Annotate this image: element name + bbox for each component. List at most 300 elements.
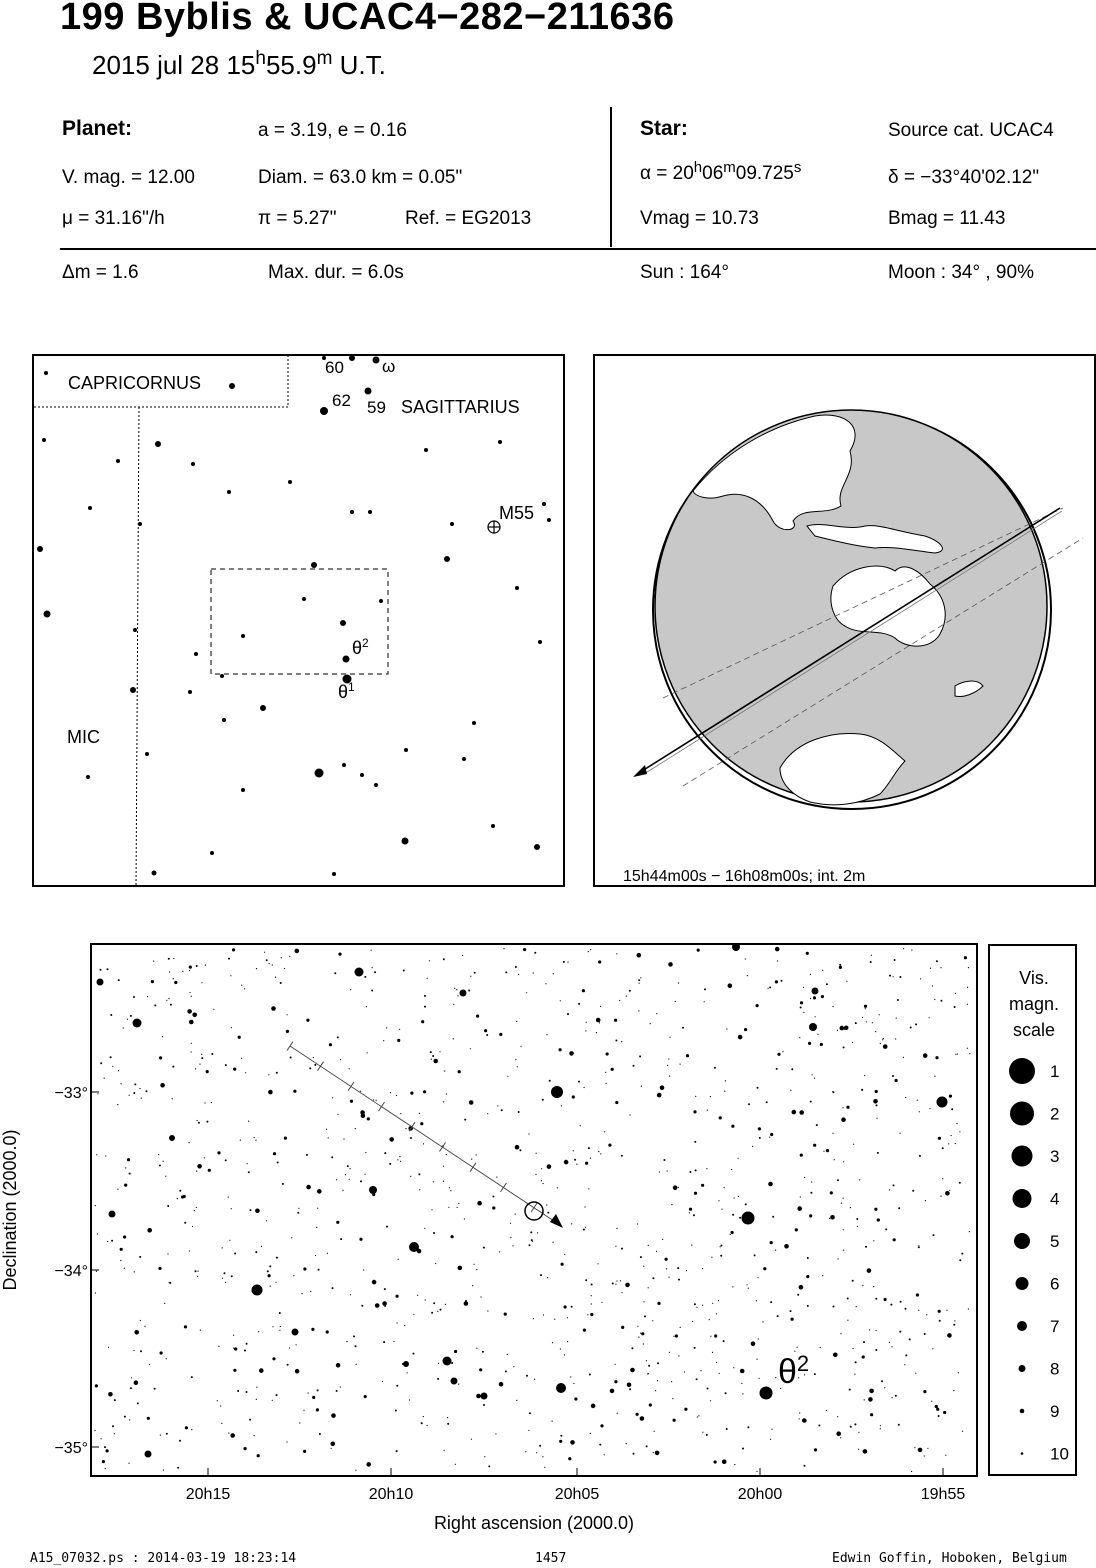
finder-star — [404, 748, 408, 752]
background-star — [584, 1206, 585, 1207]
background-star — [646, 1445, 648, 1447]
background-star — [425, 1299, 426, 1300]
background-star — [503, 948, 504, 949]
background-star — [706, 1434, 708, 1436]
finder-star-field — [37, 356, 565, 876]
ra-min: 06 — [702, 163, 724, 184]
background-star — [903, 1057, 904, 1058]
background-star — [643, 1343, 644, 1344]
background-star — [384, 1288, 386, 1290]
bright-star — [369, 1186, 377, 1194]
background-star — [730, 1234, 731, 1235]
background-star — [864, 1005, 867, 1008]
background-star — [836, 1431, 841, 1436]
background-star — [222, 1278, 223, 1279]
background-star — [195, 1068, 196, 1069]
background-star — [367, 1117, 370, 1120]
background-star — [284, 968, 285, 969]
background-star — [943, 1411, 946, 1414]
background-star — [656, 1251, 657, 1252]
background-star — [270, 1286, 271, 1287]
background-star — [371, 950, 372, 951]
background-star — [684, 1408, 687, 1411]
background-star — [360, 1180, 362, 1182]
background-star — [337, 1036, 339, 1038]
finder-star — [145, 752, 149, 756]
legend-label-mag-5: 5 — [1050, 1232, 1060, 1251]
background-star — [520, 1046, 521, 1047]
background-star — [446, 1154, 447, 1155]
header-divider-vertical — [610, 107, 612, 247]
background-star — [584, 1087, 585, 1088]
background-star — [924, 1455, 925, 1456]
background-star — [710, 1096, 711, 1097]
background-star — [856, 1218, 858, 1220]
background-star — [597, 1263, 598, 1264]
background-star — [935, 1056, 938, 1059]
background-star — [271, 1006, 276, 1011]
background-star — [471, 1439, 472, 1440]
background-star — [284, 1137, 287, 1140]
background-star — [492, 1206, 495, 1209]
background-star — [757, 1087, 759, 1089]
background-star — [777, 960, 778, 961]
background-star — [917, 1100, 918, 1101]
background-star — [244, 988, 245, 989]
background-star — [144, 1326, 145, 1327]
background-star — [439, 1051, 440, 1052]
background-star — [277, 1162, 279, 1164]
background-star — [120, 1248, 123, 1251]
background-star — [673, 1419, 676, 1422]
background-star — [797, 1294, 799, 1296]
background-star — [198, 1122, 200, 1124]
background-star — [492, 1196, 494, 1198]
finder-star — [152, 871, 157, 876]
background-star — [449, 1187, 450, 1188]
background-star — [479, 1368, 482, 1371]
background-star — [100, 1062, 102, 1064]
background-star — [672, 1398, 673, 1399]
background-star — [677, 1267, 679, 1269]
background-star — [194, 1210, 195, 1211]
background-star — [552, 1342, 553, 1343]
background-star — [403, 970, 405, 972]
legend-dot-mag-2 — [1010, 1102, 1034, 1126]
background-star — [967, 1004, 968, 1005]
background-star — [576, 1164, 577, 1165]
background-star — [487, 1310, 488, 1311]
background-star — [762, 1321, 763, 1322]
background-star — [267, 1270, 269, 1272]
background-star — [172, 1066, 174, 1068]
background-star — [733, 1367, 734, 1368]
planet-diam: Diam. = 63.0 km = 0.05" — [258, 167, 463, 188]
background-star — [910, 1027, 912, 1029]
background-star — [480, 1296, 481, 1297]
background-star — [763, 1267, 766, 1270]
background-star — [559, 1440, 562, 1443]
background-star — [675, 1334, 678, 1337]
background-star — [588, 1188, 589, 1189]
background-star — [497, 1105, 498, 1106]
background-star — [849, 1389, 851, 1391]
background-star — [544, 1467, 545, 1468]
background-star — [678, 1355, 679, 1356]
background-star — [756, 1300, 757, 1301]
background-star — [883, 1044, 888, 1049]
background-star — [596, 1018, 601, 1023]
background-star — [399, 1029, 400, 1030]
background-star — [598, 960, 601, 963]
background-star — [266, 959, 268, 961]
background-star — [807, 1305, 809, 1307]
background-star — [112, 1425, 114, 1427]
finder-star — [472, 721, 476, 725]
background-star — [643, 1266, 644, 1267]
background-star — [228, 1432, 229, 1433]
background-star — [153, 961, 154, 962]
background-star — [591, 1284, 593, 1286]
background-star — [599, 1444, 601, 1446]
background-star — [146, 1090, 148, 1092]
background-star — [458, 1070, 461, 1073]
background-star — [572, 1095, 575, 1098]
background-star — [192, 1226, 193, 1227]
background-star — [95, 1384, 98, 1387]
background-star — [955, 1054, 956, 1055]
planet-ref: Ref. = EG2013 — [405, 208, 532, 229]
background-star — [716, 1313, 717, 1314]
background-star — [560, 1348, 561, 1349]
background-star — [217, 1151, 220, 1154]
background-star — [585, 1227, 586, 1228]
background-star — [897, 999, 899, 1001]
background-star — [345, 1174, 346, 1175]
finder-star — [342, 763, 346, 767]
footer-file: A15_07032.ps : 2014-03-19 18:23:14 — [30, 1551, 297, 1566]
finder-star — [311, 562, 317, 568]
background-star — [365, 1174, 366, 1175]
background-star — [923, 1390, 926, 1393]
background-star — [410, 1176, 411, 1177]
background-star — [553, 973, 554, 974]
background-star — [920, 978, 921, 979]
background-star — [781, 980, 783, 982]
background-star — [518, 1111, 520, 1113]
xtick-label-2000: 20h00 — [737, 1486, 783, 1503]
background-star — [183, 1195, 186, 1198]
background-star — [308, 1392, 309, 1393]
background-star — [666, 1268, 667, 1269]
background-star — [185, 1426, 188, 1429]
background-star — [918, 1310, 919, 1311]
background-star — [105, 1155, 106, 1156]
finder-star — [133, 628, 137, 632]
background-star — [740, 1369, 745, 1374]
bright-star — [443, 1357, 452, 1366]
background-star — [347, 1165, 349, 1167]
header-divider-horizontal — [60, 248, 1096, 250]
background-star — [167, 1205, 169, 1207]
background-star — [934, 999, 935, 1000]
background-star — [742, 1393, 743, 1394]
background-star — [870, 1413, 873, 1416]
background-star — [942, 1178, 943, 1179]
bright-star — [937, 1097, 948, 1108]
background-star — [140, 1320, 141, 1321]
background-star — [383, 1341, 385, 1343]
background-star — [173, 978, 174, 979]
background-star — [225, 1282, 226, 1283]
background-star — [443, 1181, 444, 1182]
footer-page-number: 1457 — [535, 1551, 567, 1566]
background-star — [591, 1404, 596, 1409]
finder-star — [379, 599, 383, 603]
background-star — [626, 996, 627, 997]
background-star — [326, 1330, 329, 1333]
background-star — [505, 971, 507, 973]
label-theta1 — [338, 680, 355, 702]
background-star — [673, 1336, 674, 1337]
background-star — [95, 1292, 96, 1293]
background-star — [701, 1184, 704, 1187]
background-star — [545, 983, 546, 984]
background-star — [702, 1268, 703, 1269]
background-star — [237, 1390, 239, 1392]
background-star — [234, 1253, 236, 1255]
finder-star — [116, 459, 120, 463]
label-mic: MIC — [67, 727, 100, 747]
background-star — [759, 1137, 761, 1139]
finder-star — [288, 480, 292, 484]
background-star — [306, 1154, 308, 1156]
background-star — [892, 1397, 893, 1398]
background-star — [814, 1448, 817, 1451]
background-star — [543, 1183, 544, 1184]
background-star — [714, 1067, 716, 1069]
background-star — [678, 982, 679, 983]
label-sagittarius: SAGITTARIUS — [401, 397, 520, 417]
background-star — [669, 1352, 670, 1353]
detail-chart-svg — [0, 940, 1096, 1540]
background-star — [447, 1417, 448, 1418]
background-star — [938, 1137, 941, 1140]
background-star — [542, 1456, 543, 1457]
background-star — [570, 1440, 575, 1445]
background-star — [255, 1251, 257, 1253]
background-star — [189, 966, 192, 969]
background-star — [714, 1460, 717, 1463]
background-star — [884, 1298, 887, 1301]
background-star — [790, 1090, 791, 1091]
bright-star — [292, 1329, 299, 1336]
detail-plot-frame — [91, 944, 977, 1476]
background-star — [770, 1301, 772, 1303]
background-star — [631, 1347, 633, 1349]
detail-field-outline — [211, 569, 388, 674]
bright-star — [252, 1285, 263, 1296]
background-star — [852, 1280, 854, 1282]
background-star — [123, 1235, 126, 1238]
background-star — [228, 1197, 229, 1198]
background-star — [833, 1091, 835, 1093]
background-star — [957, 1053, 958, 1054]
background-star — [604, 1454, 605, 1455]
background-star — [890, 1304, 892, 1306]
background-star — [386, 1226, 388, 1228]
background-star — [794, 1351, 795, 1352]
background-star — [462, 955, 463, 956]
background-star — [476, 1015, 479, 1018]
boundary-microscopium — [136, 407, 139, 887]
background-star — [608, 1144, 611, 1147]
background-star — [573, 1383, 574, 1384]
legend-dot-mag-7 — [1017, 1321, 1027, 1331]
background-star — [795, 1228, 798, 1231]
background-star — [693, 1214, 695, 1216]
background-star — [293, 1090, 296, 1093]
planet-mu: μ = 31.16"/h — [62, 208, 165, 229]
background-star — [590, 1433, 591, 1434]
background-star — [437, 1311, 438, 1312]
background-star — [450, 1190, 451, 1191]
background-star — [446, 1093, 447, 1094]
background-star — [629, 990, 631, 992]
background-star — [469, 1100, 474, 1105]
background-star — [128, 1463, 129, 1464]
bright-star — [109, 1211, 116, 1218]
finder-star — [315, 769, 324, 778]
finder-star — [547, 518, 551, 522]
background-star — [847, 1298, 849, 1300]
background-star — [915, 1373, 916, 1374]
background-star — [225, 1159, 227, 1161]
background-star — [660, 1085, 665, 1090]
background-star — [451, 1235, 454, 1238]
background-star — [719, 1116, 722, 1119]
background-star — [826, 983, 828, 985]
background-star — [799, 1110, 804, 1115]
background-star — [420, 1122, 423, 1125]
background-star — [211, 1102, 212, 1103]
background-star — [350, 989, 351, 990]
background-star — [256, 1387, 257, 1388]
background-star — [855, 1361, 857, 1363]
moon-elongation: Moon : 34° , 90% — [888, 262, 1034, 283]
background-star — [652, 1277, 654, 1279]
background-star — [599, 1022, 600, 1023]
background-star — [407, 1372, 408, 1373]
finder-chart — [32, 354, 565, 887]
background-star — [125, 1167, 126, 1168]
background-star — [191, 996, 192, 997]
legend-label-mag-9: 9 — [1050, 1402, 1060, 1421]
background-star — [951, 1135, 952, 1136]
background-star — [435, 1263, 436, 1264]
background-star — [916, 1293, 919, 1296]
background-star — [129, 1095, 130, 1096]
background-star — [689, 1208, 692, 1211]
background-star — [100, 969, 102, 971]
background-star — [418, 1173, 420, 1175]
background-star — [276, 1257, 278, 1259]
background-star — [355, 1345, 357, 1347]
background-star — [696, 1378, 698, 1380]
background-star — [290, 1057, 292, 1059]
background-star — [580, 1125, 581, 1126]
background-star — [355, 1470, 356, 1471]
background-star — [945, 1191, 950, 1196]
background-star — [949, 1190, 950, 1191]
background-star — [336, 1390, 338, 1392]
background-star — [653, 1452, 654, 1453]
background-star — [272, 1326, 273, 1327]
background-star — [694, 1303, 696, 1305]
background-star — [823, 1151, 824, 1152]
background-star — [201, 1054, 202, 1055]
background-star — [668, 1277, 669, 1278]
background-star — [657, 1093, 662, 1098]
background-star — [476, 1154, 477, 1155]
background-star — [397, 1039, 400, 1042]
background-star — [837, 1179, 839, 1181]
background-star — [818, 1425, 820, 1427]
background-star — [233, 1068, 236, 1071]
background-star — [871, 955, 872, 956]
background-star — [97, 1233, 98, 1234]
background-star — [218, 1346, 219, 1347]
background-star — [537, 1232, 538, 1233]
background-star — [526, 1375, 528, 1377]
background-star — [168, 958, 170, 960]
background-star — [813, 1144, 816, 1147]
background-star — [196, 1171, 197, 1172]
background-star — [772, 1216, 774, 1218]
background-star — [539, 1445, 541, 1447]
background-star — [231, 1208, 232, 1209]
background-star — [912, 1190, 914, 1192]
background-star — [397, 1159, 398, 1160]
background-star — [536, 1452, 537, 1453]
background-star — [124, 1184, 127, 1187]
background-star — [447, 1423, 449, 1425]
background-star — [133, 1350, 134, 1351]
background-star — [224, 1272, 226, 1274]
finder-star — [424, 448, 428, 452]
background-star — [317, 1389, 319, 1391]
background-star — [359, 1238, 362, 1241]
background-star — [184, 1222, 186, 1224]
legend-label-mag-3: 3 — [1050, 1147, 1060, 1166]
background-star — [829, 1218, 830, 1219]
background-star — [206, 1070, 209, 1073]
background-star — [643, 1301, 644, 1302]
background-star — [752, 1146, 753, 1147]
background-star — [876, 1118, 877, 1119]
background-star — [106, 1449, 109, 1452]
background-star — [669, 1076, 670, 1077]
finder-star — [542, 502, 546, 506]
background-star — [630, 1368, 635, 1373]
background-star — [567, 1013, 569, 1015]
background-star — [158, 1267, 161, 1270]
background-star — [396, 1295, 399, 1298]
background-star — [363, 1269, 364, 1270]
background-star — [862, 1285, 863, 1286]
background-star — [710, 1336, 711, 1337]
finder-star — [210, 851, 214, 855]
